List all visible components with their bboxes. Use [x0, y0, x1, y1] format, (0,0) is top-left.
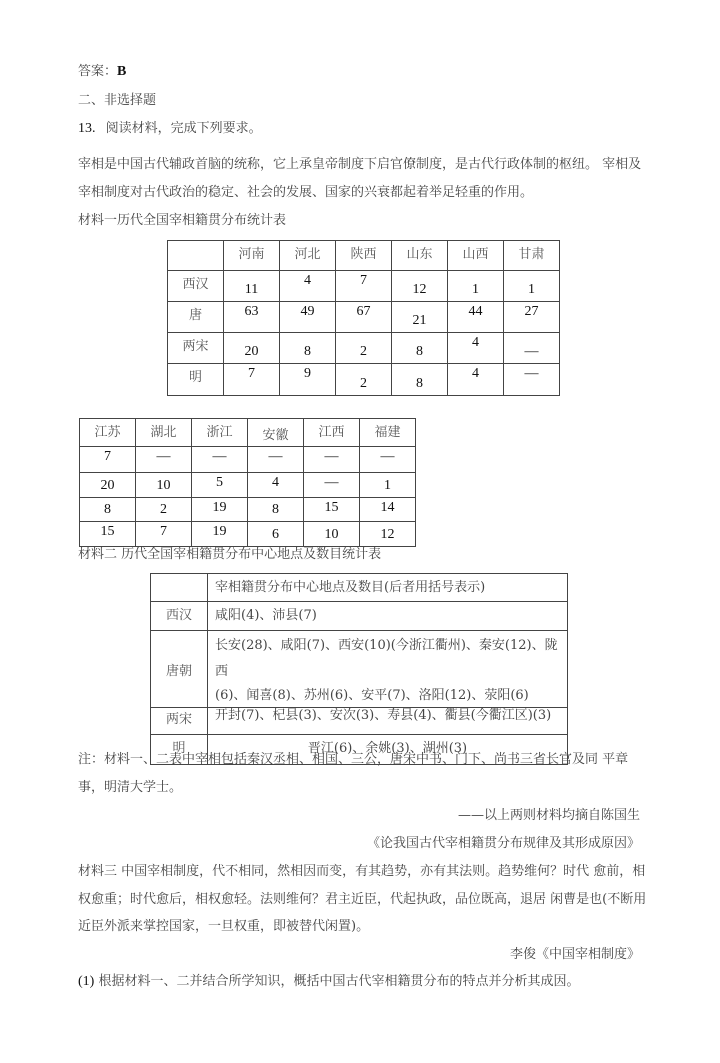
value-cell: 4	[472, 366, 479, 381]
value-cell: 4	[272, 475, 279, 490]
table-row	[151, 708, 568, 735]
answer-line	[78, 64, 126, 80]
value-cell: 7	[360, 273, 367, 288]
table-row	[80, 473, 416, 498]
value-cell: 15	[324, 500, 339, 515]
header-cell: 河南	[224, 241, 280, 271]
table-row	[80, 522, 416, 547]
table-material2	[150, 573, 568, 765]
value-cell: 1	[472, 282, 479, 297]
value-cell: 21	[412, 313, 427, 328]
dynasty-cell: 唐朝	[151, 631, 208, 708]
material3-line-3: 近臣外派来掌控国家，一旦权重，即被替代闲置)。	[78, 919, 370, 934]
table-row	[151, 602, 568, 631]
value-cell: 19	[212, 500, 227, 515]
sub-question-text: 根据材料一、二并结合所学知识，概括中国古代宰相籍贯分布的特点并分析其成因。	[98, 974, 580, 989]
header-cell: 山东	[392, 241, 448, 271]
value-cell: 63	[244, 304, 259, 319]
header-cell: 山西	[448, 241, 504, 271]
value-cell: 10	[156, 478, 171, 493]
location-line: (6)、闻喜(8)、苏州(6)、安平(7)、洛阳(12)、荥阳(6)	[215, 688, 529, 703]
note-line-2: 事，明清大学士。	[78, 780, 183, 795]
header-cell-empty	[151, 574, 208, 602]
intro-line-2: 宰相制度对古代政治的稳定、社会的发展、国家的兴衰都起着举足轻重的作用。	[78, 185, 534, 200]
header-cell: 江苏	[80, 419, 136, 447]
value-cell: 10	[324, 527, 339, 542]
value-cell: 2	[360, 376, 367, 391]
section-title: 二、非选择题	[78, 93, 157, 108]
table-row	[168, 364, 560, 396]
value-cell: 2	[360, 344, 367, 359]
table-row	[168, 271, 560, 302]
location-cell: 晋江(6)、余姚(3)、湖州(3)	[208, 735, 568, 765]
table-header-row	[151, 574, 568, 602]
table-row	[80, 498, 416, 522]
header-cell: 河北	[280, 241, 336, 271]
value-cell: —	[324, 449, 339, 464]
value-cell: 19	[212, 524, 227, 539]
question-13	[78, 121, 262, 137]
value-cell: —	[268, 449, 283, 464]
value-cell: 11	[244, 282, 259, 297]
table-row	[151, 631, 568, 708]
dynasty-cell: 西汉	[151, 602, 208, 631]
table-row	[80, 447, 416, 473]
answer-value: B	[117, 64, 127, 79]
value-cell: 44	[468, 304, 483, 319]
value-cell: 15	[100, 524, 115, 539]
value-cell: —	[524, 366, 539, 381]
header-cell	[168, 241, 224, 271]
header-cell: 甘肃	[504, 241, 560, 271]
question-prompt: 阅读材料，完成下列要求。	[105, 121, 262, 136]
table-material1-part1	[167, 240, 560, 396]
dynasty-cell: 西汉	[168, 271, 224, 302]
dynasty-cell: 两宋	[168, 333, 224, 364]
value-cell: 4	[304, 273, 311, 288]
value-cell: 8	[304, 344, 311, 359]
value-cell: 49	[300, 304, 315, 319]
material1-title: 材料一历代全国宰相籍贯分布统计表	[78, 213, 287, 228]
value-cell: 2	[160, 502, 167, 517]
header-cell: 宰相籍贯分布中心地点及数目(后者用括号表示)	[208, 574, 568, 602]
value-cell: 12	[412, 282, 427, 297]
value-cell: 20	[100, 478, 115, 493]
material3-line-2: 权愈重；时代愈后，相权愈轻。法则维何？君主近臣，代起执政，品位既高，退居 闲曹是也(不断用	[78, 892, 647, 907]
location-cell: 开封(7)、杞县(3)、安次(3)、寿县(4)、衢县(今衢江区)(3)	[215, 708, 552, 723]
answer-label: 答案：	[78, 64, 118, 79]
question-number: 13.	[78, 121, 96, 136]
dynasty-cell: 明	[151, 735, 208, 765]
table-row	[168, 302, 560, 333]
header-cell: 湖北	[136, 419, 192, 447]
value-cell: 4	[472, 335, 479, 350]
table-row	[168, 333, 560, 364]
sub-question-1	[78, 974, 579, 990]
header-cell: 陕西	[336, 241, 392, 271]
table-header-row	[80, 419, 416, 447]
table-header-row	[168, 241, 560, 271]
value-cell: 7	[160, 524, 167, 539]
value-cell: 6	[272, 527, 279, 542]
value-cell: 1	[528, 282, 535, 297]
header-cell: 福建	[360, 419, 416, 447]
value-cell: —	[156, 449, 171, 464]
value-cell: —	[324, 475, 339, 490]
value-cell: 67	[356, 304, 371, 319]
dynasty-cell: 两宋	[151, 708, 208, 735]
value-cell: —	[212, 449, 227, 464]
value-cell: 7	[248, 366, 255, 381]
value-cell: 9	[304, 366, 311, 381]
value-cell: —	[524, 344, 539, 359]
value-cell: 1	[384, 478, 391, 493]
value-cell: 14	[380, 500, 395, 515]
value-cell: 8	[416, 344, 423, 359]
value-cell: —	[380, 449, 395, 464]
intro-line-1: 宰相是中国古代辅政首脑的统称，它上承皇帝制度下启官僚制度，是古代行政体制的枢纽。 宰相及	[78, 157, 642, 172]
source1-line-2: 《论我国古代宰相籍贯分布规律及其形成原因》	[366, 836, 640, 851]
source2: 李俊《中国宰相制度》	[509, 947, 640, 962]
value-cell: 8	[416, 376, 423, 391]
value-cell: 5	[216, 475, 223, 490]
material3-line-1: 材料三 中国宰相制度，代不相同，然相因而变，有其趋势，亦有其法则。趋势维何？时代 愈前，相	[78, 864, 646, 879]
value-cell: 12	[380, 527, 395, 542]
value-cell: 27	[524, 304, 539, 319]
dynasty-cell: 唐	[168, 302, 224, 333]
note-line-1: 注：材料一、二表中宰相包括秦汉丞相、相国、三公，唐宋中书、门下、尚书三省长官及同 平章	[78, 752, 629, 767]
header-cell: 江西	[304, 419, 360, 447]
dynasty-cell: 明	[168, 364, 224, 396]
location-cell: 咸阳(4)、沛县(7)	[215, 608, 317, 623]
table-material1-part2	[79, 418, 416, 547]
value-cell: 7	[104, 449, 111, 464]
source1-line-1: ——以上两则材料均摘自陈国生	[457, 808, 640, 823]
sub-question-number: (1)	[78, 974, 95, 989]
value-cell: 8	[272, 502, 279, 517]
location-line: 长安(28)、咸阳(7)、西安(10)(今浙江衢州)、秦安(12)、陇 西	[215, 638, 558, 679]
value-cell: 8	[104, 502, 111, 517]
value-cell: 20	[244, 344, 259, 359]
header-cell: 安徽	[248, 419, 304, 447]
header-cell: 浙江	[192, 419, 248, 447]
material2-title: 材料二 历代全国宰相籍贯分布中心地点及数目统计表	[78, 547, 382, 562]
